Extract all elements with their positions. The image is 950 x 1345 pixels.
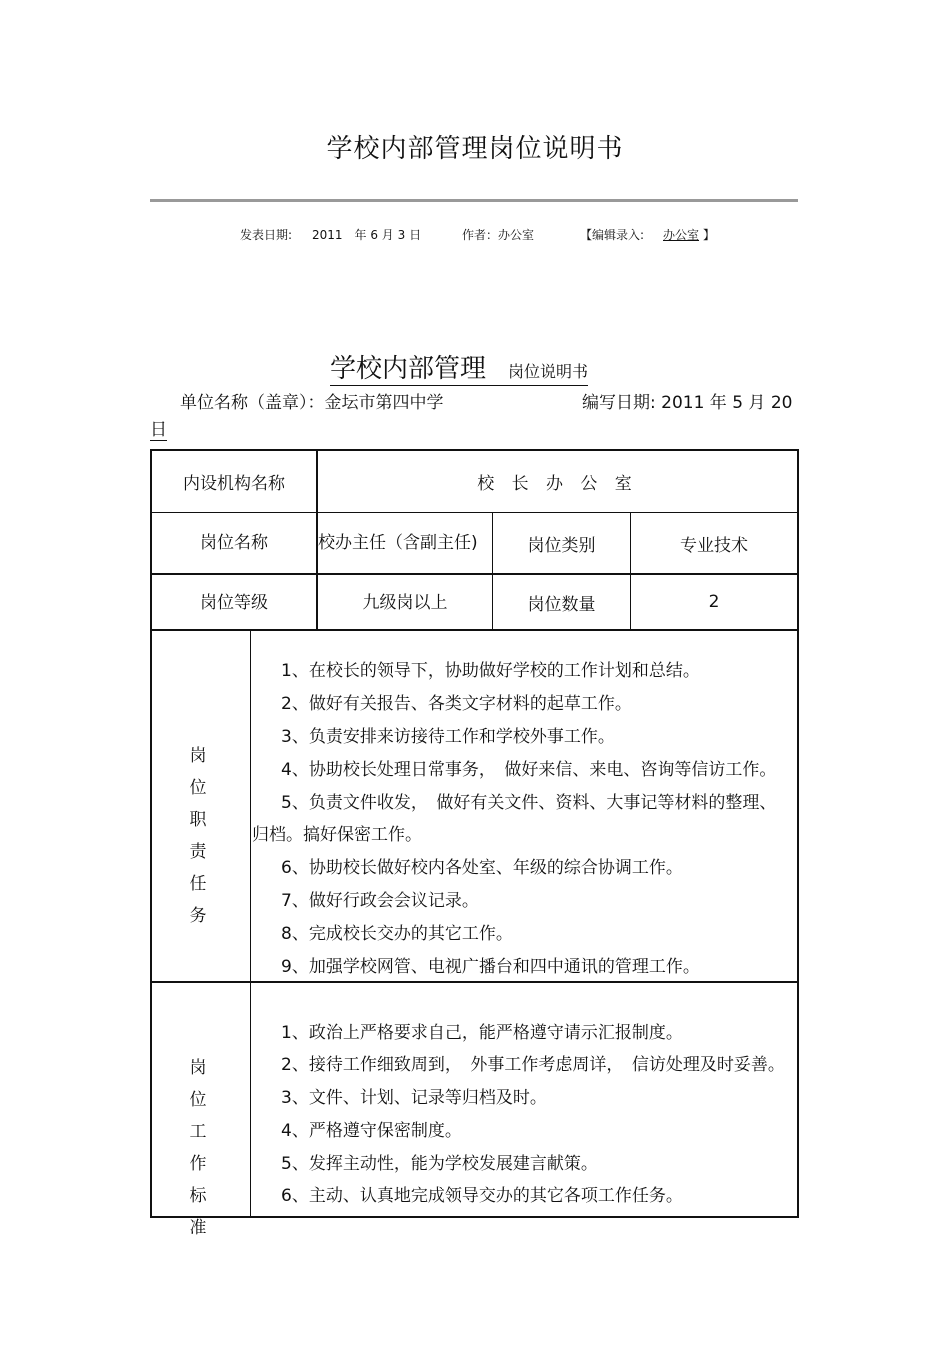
document-title: 学校内部管理岗位说明书 <box>326 134 624 164</box>
duty-item: 1、在校长的领导下，协助做好学校的工作计划和总结。 <box>281 661 700 681</box>
standard-item: 6、主动、认真地完成领导交办的其它各项工作任务。 <box>281 1186 683 1206</box>
duty-item: 3、负责安排来访接待工作和学校外事工作。 <box>281 727 615 747</box>
publish-date-value: 2011 年 6 月 3 日 <box>312 228 422 242</box>
org-value: 校 长 办 公 室 <box>477 474 638 494</box>
duty-item: 归档。搞好保密工作。 <box>252 825 422 845</box>
compile-date-continued: 日 <box>150 420 167 440</box>
editor-link[interactable]: 办公室 <box>663 228 700 242</box>
duty-item: 7、做好行政会会议记录。 <box>281 891 479 911</box>
form-title-small: 岗位说明书 <box>508 362 589 381</box>
duty-item: 5、负责文件收发， 做好有关文件、资料、大事记等材料的整理、 <box>281 793 777 813</box>
form-title-main: 学校内部管理 <box>330 354 487 384</box>
standard-item: 2、接待工作细致周到， 外事工作考虑周详， 信访处理及时妥善。 <box>281 1055 785 1075</box>
unit-name: 单位名称（盖章）：金坛市第四中学 <box>180 393 444 413</box>
duty-item: 4、协助校长处理日常事务， 做好来信、来电、咨询等信访工作。 <box>281 760 777 780</box>
org-label: 内设机构名称 <box>183 474 285 494</box>
post-name-value: 校办主任（含副主任) <box>318 533 478 553</box>
duty-item: 2、做好有关报告、各类文字材料的起草工作。 <box>281 694 632 714</box>
post-type-value: 专业技术 <box>680 535 748 556</box>
post-level-label: 岗位等级 <box>200 592 268 613</box>
post-count-label: 岗位数量 <box>527 594 596 615</box>
standard-item: 4、严格遵守保密制度。 <box>281 1121 462 1141</box>
publish-date-label: 发表日期: <box>240 228 293 242</box>
standard-item: 1、政治上严格要求自己，能严格遵守请示汇报制度。 <box>281 1023 683 1043</box>
header-divider <box>150 199 798 202</box>
duty-item: 9、加强学校网管、电视广播台和四中通讯的管理工作。 <box>281 957 700 977</box>
editor-label: 【编辑录入: <box>580 228 645 242</box>
post-count-value: 2 <box>708 592 720 612</box>
duties-label: 岗 位 职 责 任 务 <box>189 746 219 926</box>
standards-label: 岗 位 工 作 标 准 <box>189 1058 219 1238</box>
duty-item: 6、协助校长做好校内各处室、年级的综合协调工作。 <box>281 858 683 878</box>
form-title <box>330 348 588 386</box>
post-type-label: 岗位类别 <box>527 535 596 556</box>
compile-date: 编写日期: 2011 年 5 月 20 <box>582 393 793 413</box>
editor-close: 】 <box>703 228 716 242</box>
duty-item: 8、完成校长交办的其它工作。 <box>281 924 513 944</box>
standard-item: 5、发挥主动性，能为学校发展建言献策。 <box>281 1154 598 1174</box>
post-level-value: 九级岗以上 <box>362 592 448 613</box>
post-name-label: 岗位名称 <box>200 533 268 553</box>
standard-item: 3、文件、计划、记录等归档及时。 <box>281 1088 547 1108</box>
author-label: 作者：办公室 <box>462 228 535 242</box>
